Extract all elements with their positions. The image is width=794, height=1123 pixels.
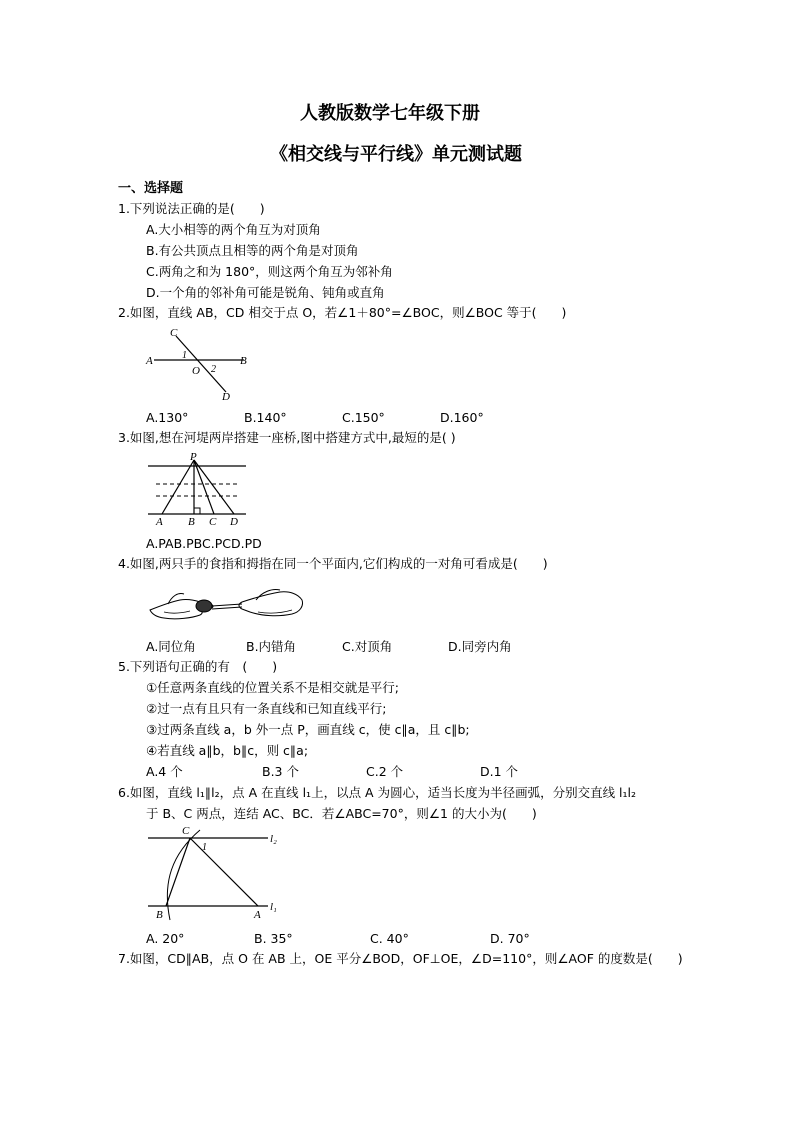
q1-option-d: D.一个角的邻补角可能是锐角、钝角或直角 bbox=[146, 285, 385, 300]
q1-option-b: B.有公共顶点且相等的两个角是对顶角 bbox=[146, 243, 359, 258]
q5-option-d: D.1 个 bbox=[480, 764, 519, 779]
q3-figure bbox=[142, 450, 252, 530]
q6-label-b: B bbox=[156, 909, 163, 921]
q6-option-d: D. 70° bbox=[490, 931, 530, 946]
q1-option-a: A.大小相等的两个角互为对顶角 bbox=[146, 222, 321, 237]
q3-label-b: B bbox=[188, 516, 195, 528]
page-subtitle: 《相交线与平行线》单元测试题 bbox=[270, 144, 522, 165]
q4-hands-figure bbox=[146, 580, 308, 630]
q2-label-a: A bbox=[146, 355, 153, 367]
q6-option-a: A. 20° bbox=[146, 931, 185, 946]
q2-option-d: D.160° bbox=[440, 410, 484, 425]
q5-statement-2: ②过一点有且只有一条直线和已知直线平行; bbox=[146, 701, 387, 716]
q2-option-a: A.130° bbox=[146, 410, 189, 425]
q6-stem-line2: 于 B、C 两点，连结 AC、BC．若∠ABC=70°，则∠1 的大小为( ) bbox=[146, 806, 537, 821]
section-heading: 一、选择题 bbox=[118, 181, 184, 196]
q2-label-1: 1 bbox=[182, 350, 187, 361]
q5-statement-1: ①任意两条直线的位置关系不是相交就是平行; bbox=[146, 680, 399, 695]
q6-stem-line1: 6.如图，直线 l₁∥l₂，点 A 在直线 l₁上，以点 A 为圆心，适当长度为半径画弧，分别交直线 l₁l₂ bbox=[118, 785, 637, 800]
q2-stem: 2.如图，直线 AB，CD 相交于点 O，若∠1＋80°=∠BOC，则∠BOC 等于( ) bbox=[118, 305, 567, 320]
q4-option-b: B.内错角 bbox=[246, 639, 297, 654]
q5-statement-4: ④若直线 a∥b，b∥c，则 c∥a; bbox=[146, 743, 309, 758]
q6-label-l2: l₂ bbox=[270, 833, 277, 845]
q2-option-b: B.140° bbox=[244, 410, 287, 425]
q1-stem: 1.下列说法正确的是( ) bbox=[118, 201, 265, 216]
q3-label-d: D bbox=[230, 516, 238, 528]
q5-option-b: B.3 个 bbox=[262, 764, 299, 779]
q6-option-b: B. 35° bbox=[254, 931, 293, 946]
q6-label-l1: l₁ bbox=[270, 901, 277, 913]
q6-label-c: C bbox=[182, 826, 190, 837]
q6-option-c: C. 40° bbox=[370, 931, 409, 946]
q6-figure bbox=[142, 826, 290, 922]
q2-figure bbox=[140, 322, 260, 404]
q4-option-a: A.同位角 bbox=[146, 639, 196, 654]
q4-option-c: C.对顶角 bbox=[342, 639, 393, 654]
q3-label-c: C bbox=[209, 516, 217, 528]
page-title: 人教版数学七年级下册 bbox=[300, 103, 480, 124]
q3-label-a: A bbox=[156, 516, 163, 528]
q2-label-c: C bbox=[170, 327, 178, 339]
q1-option-c: C.两角之和为 180°，则这两个角互为邻补角 bbox=[146, 264, 393, 279]
q3-stem: 3.如图,想在河堤两岸搭建一座桥,图中搭建方式中,最短的是( ) bbox=[118, 430, 456, 445]
q2-label-d: D bbox=[222, 391, 230, 403]
q2-label-b: B bbox=[240, 355, 247, 367]
q6-label-a: A bbox=[254, 909, 261, 921]
q4-option-d: D.同旁内角 bbox=[448, 639, 512, 654]
q6-label-1: 1 bbox=[202, 842, 207, 853]
q5-option-a: A.4 个 bbox=[146, 764, 183, 779]
q5-stem: 5.下列语句正确的有 ( ) bbox=[118, 659, 278, 674]
q4-stem: 4.如图,两只手的食指和拇指在同一个平面内,它们构成的一对角可看成是( ) bbox=[118, 556, 548, 571]
q3-options: A.PAB.PBC.PCD.PD bbox=[146, 536, 262, 551]
q7-stem: 7.如图，CD∥AB，点 O 在 AB 上，OE 平分∠BOD，OF⊥OE，∠D=110°，则∠AOF 的度数是( ) bbox=[118, 951, 683, 966]
q5-option-c: C.2 个 bbox=[366, 764, 404, 779]
q5-statement-3: ③过两条直线 a，b 外一点 P，画直线 c，使 c∥a，且 c∥b; bbox=[146, 722, 470, 737]
q3-label-p: P bbox=[190, 451, 197, 463]
q2-label-o: O bbox=[192, 365, 200, 377]
q2-option-c: C.150° bbox=[342, 410, 385, 425]
q2-label-2: 2 bbox=[211, 364, 216, 375]
